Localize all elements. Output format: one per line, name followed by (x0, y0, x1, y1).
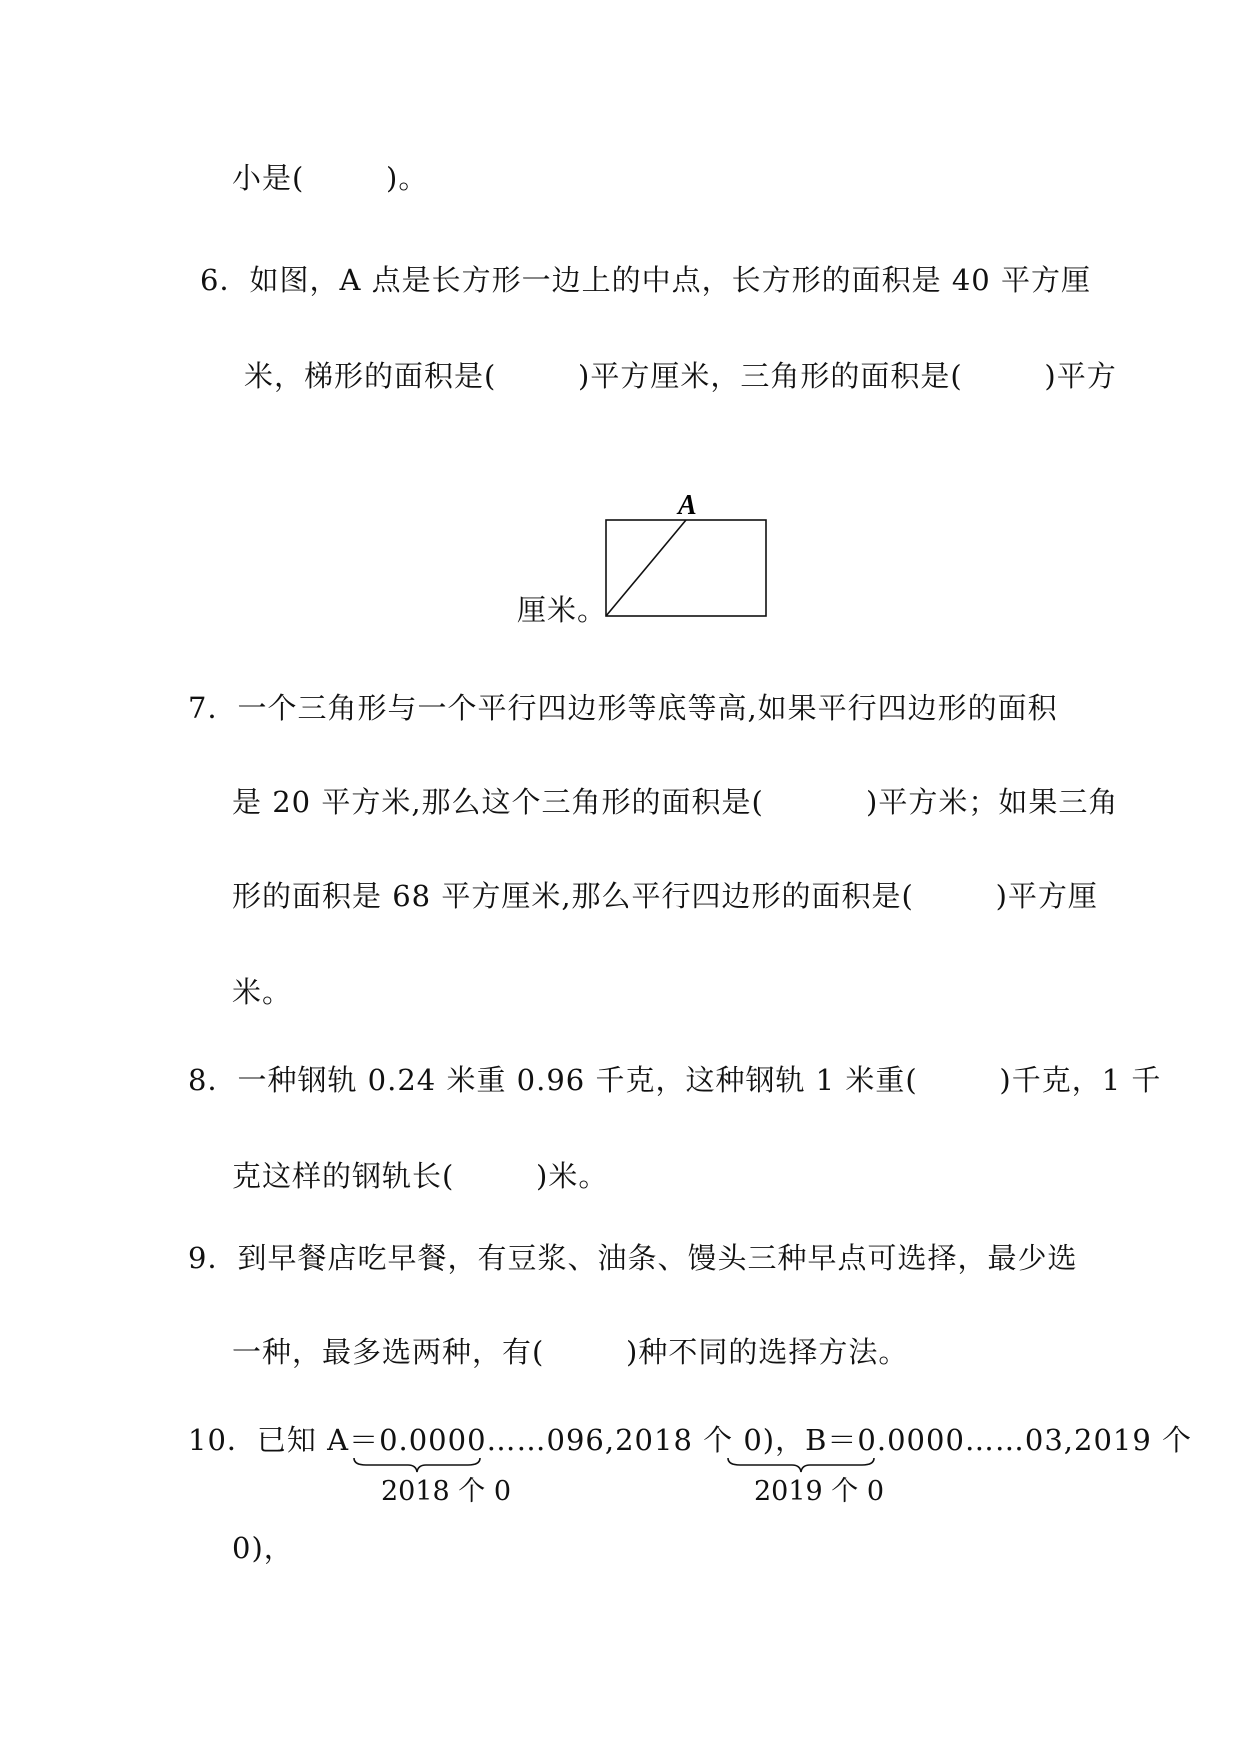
question-9-line-2: 一种，最多选两种，有( )种不同的选择方法。 (232, 1335, 909, 1369)
question-7-line-4: 米。 (232, 975, 293, 1009)
question-6-line-2: 米，梯形的面积是( )平方厘米，三角形的面积是( )平方 (244, 359, 1117, 393)
diagonal-line (606, 520, 686, 616)
question-6-line-1: 6．如图，A 点是长方形一边上的中点，长方形的面积是 40 平方厘 (200, 263, 1091, 297)
question-7-line-3: 形的面积是 68 平方厘米,那么平行四边形的面积是( )平方厘 (232, 879, 1098, 913)
question-9-line-1: 9．到早餐店吃早餐，有豆浆、油条、馒头三种早点可选择，最少选 (188, 1241, 1078, 1275)
question-10-line-2: 0)， (232, 1531, 294, 1565)
question-10-line-1: 10．已知 A＝0.0000……096,2018 个 0)，B＝0.0000……03,2019 个 (188, 1423, 1193, 1457)
underbrace-b (726, 1456, 876, 1476)
point-a-label: A (678, 490, 697, 521)
question-6-line-3: 厘米。 (517, 593, 608, 627)
underbrace-b-label: 2019 个 0 (754, 1476, 885, 1507)
question-8-line-1: 8．一种钢轨 0.24 米重 0.96 千克，这种钢轨 1 米重( )千克，1 千 (188, 1063, 1162, 1097)
question-7-line-1: 7．一个三角形与一个平行四边形等底等高,如果平行四边形的面积 (188, 691, 1058, 725)
question-5-continuation: 小是( )。 (232, 161, 429, 195)
underbrace-a (352, 1456, 482, 1476)
question-8-line-2: 克这样的钢轨长( )米。 (232, 1159, 609, 1193)
rectangle-trapezoid-figure (600, 488, 776, 624)
rectangle-outline (606, 520, 766, 616)
question-7-line-2: 是 20 平方米,那么这个三角形的面积是( )平方米；如果三角 (232, 785, 1119, 819)
underbrace-a-label: 2018 个 0 (381, 1476, 512, 1507)
